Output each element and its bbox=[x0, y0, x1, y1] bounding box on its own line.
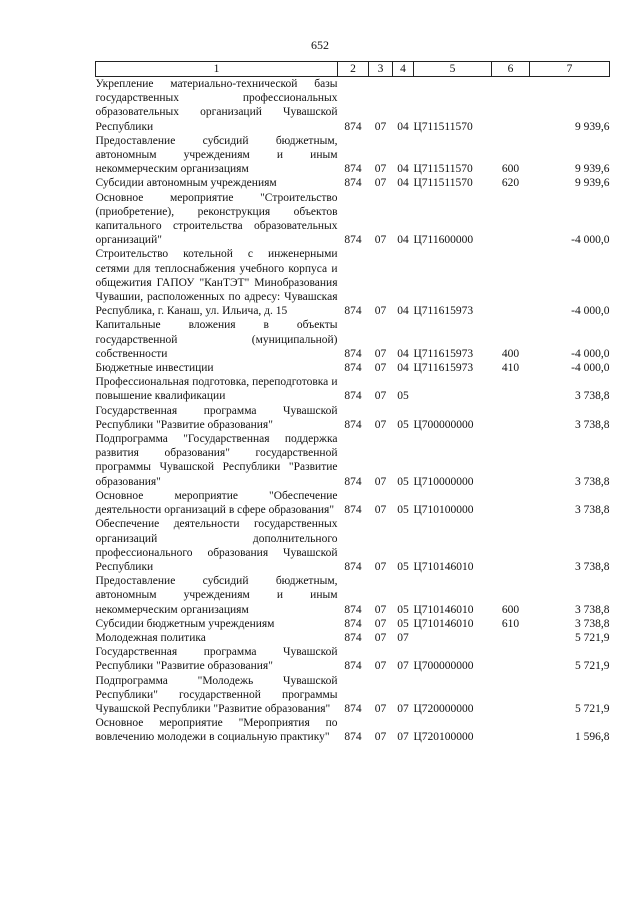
row-amount: -4 000,0 bbox=[571, 305, 610, 318]
table-row bbox=[96, 631, 610, 645]
row-expense-type-code bbox=[492, 432, 530, 489]
row-target-article-code: Ц710146010 bbox=[413, 560, 474, 573]
row-grbs-code: 874 bbox=[344, 163, 362, 176]
table-row bbox=[96, 176, 610, 190]
row-target-article-code: Ц711615973 bbox=[413, 347, 474, 360]
row-target-article-code: Ц710000000 bbox=[413, 475, 474, 488]
table-row bbox=[96, 674, 610, 717]
row-name: Подпрограмма "Молодежь Чувашской Республики" государственной программы Чувашской Республики "Развитие образования" bbox=[95, 674, 338, 715]
row-name: Укрепление материально-технической базы государственных профессиональных образовательных организаций Чувашской Республики bbox=[95, 78, 338, 133]
row-target-article-code: Ц710100000 bbox=[413, 504, 474, 517]
table-row bbox=[96, 361, 610, 375]
row-amount: 3 738,8 bbox=[575, 504, 610, 517]
row-subsection-code: 05 bbox=[397, 603, 409, 616]
row-expense-type-code bbox=[492, 716, 530, 744]
row-target-article-code: Ц710146010 bbox=[413, 603, 474, 616]
row-target-article-code: Ц700000000 bbox=[413, 660, 474, 673]
row-expense-type-code bbox=[492, 645, 530, 673]
row-expense-type-code: 400 bbox=[501, 347, 520, 360]
row-section-code: 07 bbox=[374, 475, 387, 488]
row-amount: 3 738,8 bbox=[575, 560, 610, 573]
row-amount: 3 738,8 bbox=[575, 390, 610, 403]
header-col-1: 1 bbox=[96, 62, 338, 77]
row-subsection-code: 04 bbox=[397, 163, 409, 176]
row-subsection-code: 04 bbox=[397, 347, 409, 360]
row-grbs-code: 874 bbox=[344, 631, 362, 644]
row-subsection-code: 07 bbox=[397, 660, 409, 673]
row-section-code: 07 bbox=[374, 234, 387, 247]
row-name: Государственная программа Чувашской Республики "Развитие образования" bbox=[95, 646, 338, 673]
table-header bbox=[96, 62, 610, 77]
row-expense-type-code bbox=[492, 247, 530, 318]
row-grbs-code: 874 bbox=[344, 120, 362, 133]
row-target-article-code: Ц711615973 bbox=[413, 305, 474, 318]
row-subsection-code: 05 bbox=[397, 560, 409, 573]
row-section-code: 07 bbox=[374, 362, 387, 375]
header-col-2: 2 bbox=[338, 62, 369, 77]
row-name: Основное мероприятие "Обеспечение деятельности организаций в сфере образования" bbox=[95, 489, 338, 517]
row-grbs-code: 874 bbox=[344, 504, 362, 517]
row-subsection-code: 04 bbox=[397, 120, 409, 133]
row-amount: -4 000,0 bbox=[571, 234, 610, 247]
row-grbs-code: 874 bbox=[344, 305, 362, 318]
row-grbs-code: 874 bbox=[344, 362, 362, 375]
row-subsection-code: 05 bbox=[397, 390, 409, 403]
row-subsection-code: 05 bbox=[397, 504, 409, 517]
table-row bbox=[96, 404, 610, 432]
row-section-code: 07 bbox=[374, 731, 387, 744]
row-amount: 9 939,6 bbox=[575, 177, 610, 190]
budget-table bbox=[95, 61, 610, 745]
row-name: Подпрограмма "Государственная поддержка развития образования" государственной программы Чувашской Республики "Развитие образования" bbox=[95, 433, 338, 488]
row-target-article-code: Ц720100000 bbox=[413, 731, 474, 744]
row-subsection-code: 04 bbox=[397, 362, 409, 375]
row-target-article-code: Ц711600000 bbox=[413, 234, 474, 247]
row-amount: 3 738,8 bbox=[575, 617, 610, 630]
row-section-code: 07 bbox=[374, 631, 387, 644]
row-amount: 3 738,8 bbox=[575, 475, 610, 488]
row-amount: 3 738,8 bbox=[575, 418, 610, 431]
row-expense-type-code bbox=[492, 489, 530, 517]
row-section-code: 07 bbox=[374, 390, 387, 403]
row-subsection-code: 07 bbox=[397, 702, 409, 715]
row-amount: 3 738,8 bbox=[575, 603, 610, 616]
row-expense-type-code: 410 bbox=[501, 362, 520, 375]
table-row bbox=[96, 247, 610, 318]
row-name: Капитальные вложения в объекты государственной (муниципальной) собственности bbox=[95, 319, 338, 360]
row-section-code: 07 bbox=[374, 702, 387, 715]
row-grbs-code: 874 bbox=[344, 418, 362, 431]
row-amount: 1 596,8 bbox=[575, 731, 610, 744]
row-amount: 9 939,6 bbox=[575, 120, 610, 133]
row-name: Предоставление субсидий бюджетным, автономным учреждениям и иным некоммерческим организациям bbox=[95, 134, 338, 176]
row-expense-type-code: 600 bbox=[501, 163, 520, 176]
row-name: Основное мероприятие "Строительство (приобретение), реконструкция объектов капитального строительства образовательных организаций" bbox=[95, 191, 338, 247]
row-subsection-code: 07 bbox=[397, 731, 409, 744]
row-target-article-code: Ц711511570 bbox=[413, 163, 473, 176]
header-col-6: 6 bbox=[492, 62, 530, 77]
table-row bbox=[96, 318, 610, 361]
row-name: Профессиональная подготовка, переподготовка и повышение квалификации bbox=[95, 376, 338, 403]
header-col-5: 5 bbox=[414, 62, 492, 77]
row-grbs-code: 874 bbox=[344, 177, 362, 190]
row-name: Субсидии бюджетным учреждениям bbox=[95, 617, 275, 630]
row-target-article-code: Ц711511570 bbox=[413, 120, 473, 133]
table-row bbox=[96, 375, 610, 403]
row-name: Бюджетные инвестиции bbox=[95, 362, 214, 375]
row-grbs-code: 874 bbox=[344, 702, 362, 715]
row-section-code: 07 bbox=[374, 504, 387, 517]
row-expense-type-code bbox=[492, 375, 530, 403]
row-section-code: 07 bbox=[374, 660, 387, 673]
row-grbs-code: 874 bbox=[344, 475, 362, 488]
row-expense-type-code bbox=[492, 517, 530, 574]
table-row bbox=[96, 574, 610, 617]
header-row bbox=[96, 62, 610, 77]
header-col-4: 4 bbox=[393, 62, 414, 77]
row-target-article-code: Ц720000000 bbox=[413, 702, 474, 715]
row-section-code: 07 bbox=[374, 603, 387, 616]
row-grbs-code: 874 bbox=[344, 560, 362, 573]
row-grbs-code: 874 bbox=[344, 617, 362, 630]
row-subsection-code: 07 bbox=[397, 631, 409, 644]
row-name: Государственная программа Чувашской Республики "Развитие образования" bbox=[95, 404, 338, 431]
row-target-article-code: Ц700000000 bbox=[413, 418, 474, 431]
table-row bbox=[96, 77, 610, 134]
row-expense-type-code bbox=[492, 191, 530, 248]
row-subsection-code: 04 bbox=[397, 177, 409, 190]
row-subsection-code: 04 bbox=[397, 234, 409, 247]
table-row bbox=[96, 517, 610, 574]
row-section-code: 07 bbox=[374, 418, 387, 431]
row-section-code: 07 bbox=[374, 305, 387, 318]
row-section-code: 07 bbox=[374, 120, 387, 133]
row-name: Обеспечение деятельности государственных организаций дополнительного профессионального образования Чувашской Республики bbox=[95, 518, 338, 573]
row-target-article-code bbox=[414, 375, 492, 403]
row-grbs-code: 874 bbox=[344, 660, 362, 673]
row-amount: 5 721,9 bbox=[575, 631, 610, 644]
row-grbs-code: 874 bbox=[344, 603, 362, 616]
header-col-3: 3 bbox=[369, 62, 393, 77]
row-target-article-code: Ц711615973 bbox=[413, 362, 474, 375]
row-name: Предоставление субсидий бюджетным, автономным учреждениям и иным некоммерческим организациям bbox=[95, 575, 338, 616]
table-row bbox=[96, 645, 610, 673]
row-section-code: 07 bbox=[374, 617, 387, 630]
row-section-code: 07 bbox=[374, 163, 387, 176]
row-amount: 5 721,9 bbox=[575, 660, 610, 673]
row-amount: 5 721,9 bbox=[575, 702, 610, 715]
row-amount: -4 000,0 bbox=[571, 362, 610, 375]
row-expense-type-code bbox=[492, 404, 530, 432]
row-name: Основное мероприятие "Мероприятия по вовлечению молодежи в социальную практику" bbox=[95, 717, 338, 744]
row-grbs-code: 874 bbox=[344, 347, 362, 360]
table-row bbox=[96, 716, 610, 744]
page-number: 652 bbox=[311, 38, 329, 52]
row-expense-type-code bbox=[492, 674, 530, 717]
row-amount: 9 939,6 bbox=[575, 163, 610, 176]
row-section-code: 07 bbox=[374, 347, 387, 360]
header-col-7: 7 bbox=[530, 62, 610, 77]
row-target-article-code bbox=[414, 631, 492, 645]
row-expense-type-code: 600 bbox=[501, 603, 520, 616]
row-amount: -4 000,0 bbox=[571, 347, 610, 360]
row-grbs-code: 874 bbox=[344, 234, 362, 247]
row-target-article-code: Ц710146010 bbox=[413, 617, 474, 630]
row-expense-type-code: 620 bbox=[501, 177, 520, 190]
table-body bbox=[96, 77, 610, 745]
row-grbs-code: 874 bbox=[344, 390, 362, 403]
row-subsection-code: 05 bbox=[397, 617, 409, 630]
row-grbs-code: 874 bbox=[344, 731, 362, 744]
table-row bbox=[96, 432, 610, 489]
row-expense-type-code bbox=[492, 77, 530, 134]
row-name: Строительство котельной с инженерными сетями для теплоснабжения учебного корпуса и общежития ГАПОУ "КанТЭТ" Минобразования Чувашии, расположенных по адресу: Чувашская Республика, г. Канаш, ул. Ильича, д. 15 bbox=[95, 248, 338, 318]
row-subsection-code: 05 bbox=[397, 475, 409, 488]
table-row bbox=[96, 617, 610, 631]
row-expense-type-code: 610 bbox=[501, 617, 520, 630]
row-target-article-code: Ц711511570 bbox=[413, 177, 473, 190]
row-subsection-code: 05 bbox=[397, 418, 409, 431]
row-section-code: 07 bbox=[374, 560, 387, 573]
row-name: Молодежная политика bbox=[95, 631, 206, 644]
row-subsection-code: 04 bbox=[397, 305, 409, 318]
table-row bbox=[96, 191, 610, 248]
table-row bbox=[96, 134, 610, 177]
table-row bbox=[96, 489, 610, 517]
row-section-code: 07 bbox=[374, 177, 387, 190]
row-name: Субсидии автономным учреждениям bbox=[95, 177, 277, 190]
row-expense-type-code bbox=[492, 631, 530, 645]
